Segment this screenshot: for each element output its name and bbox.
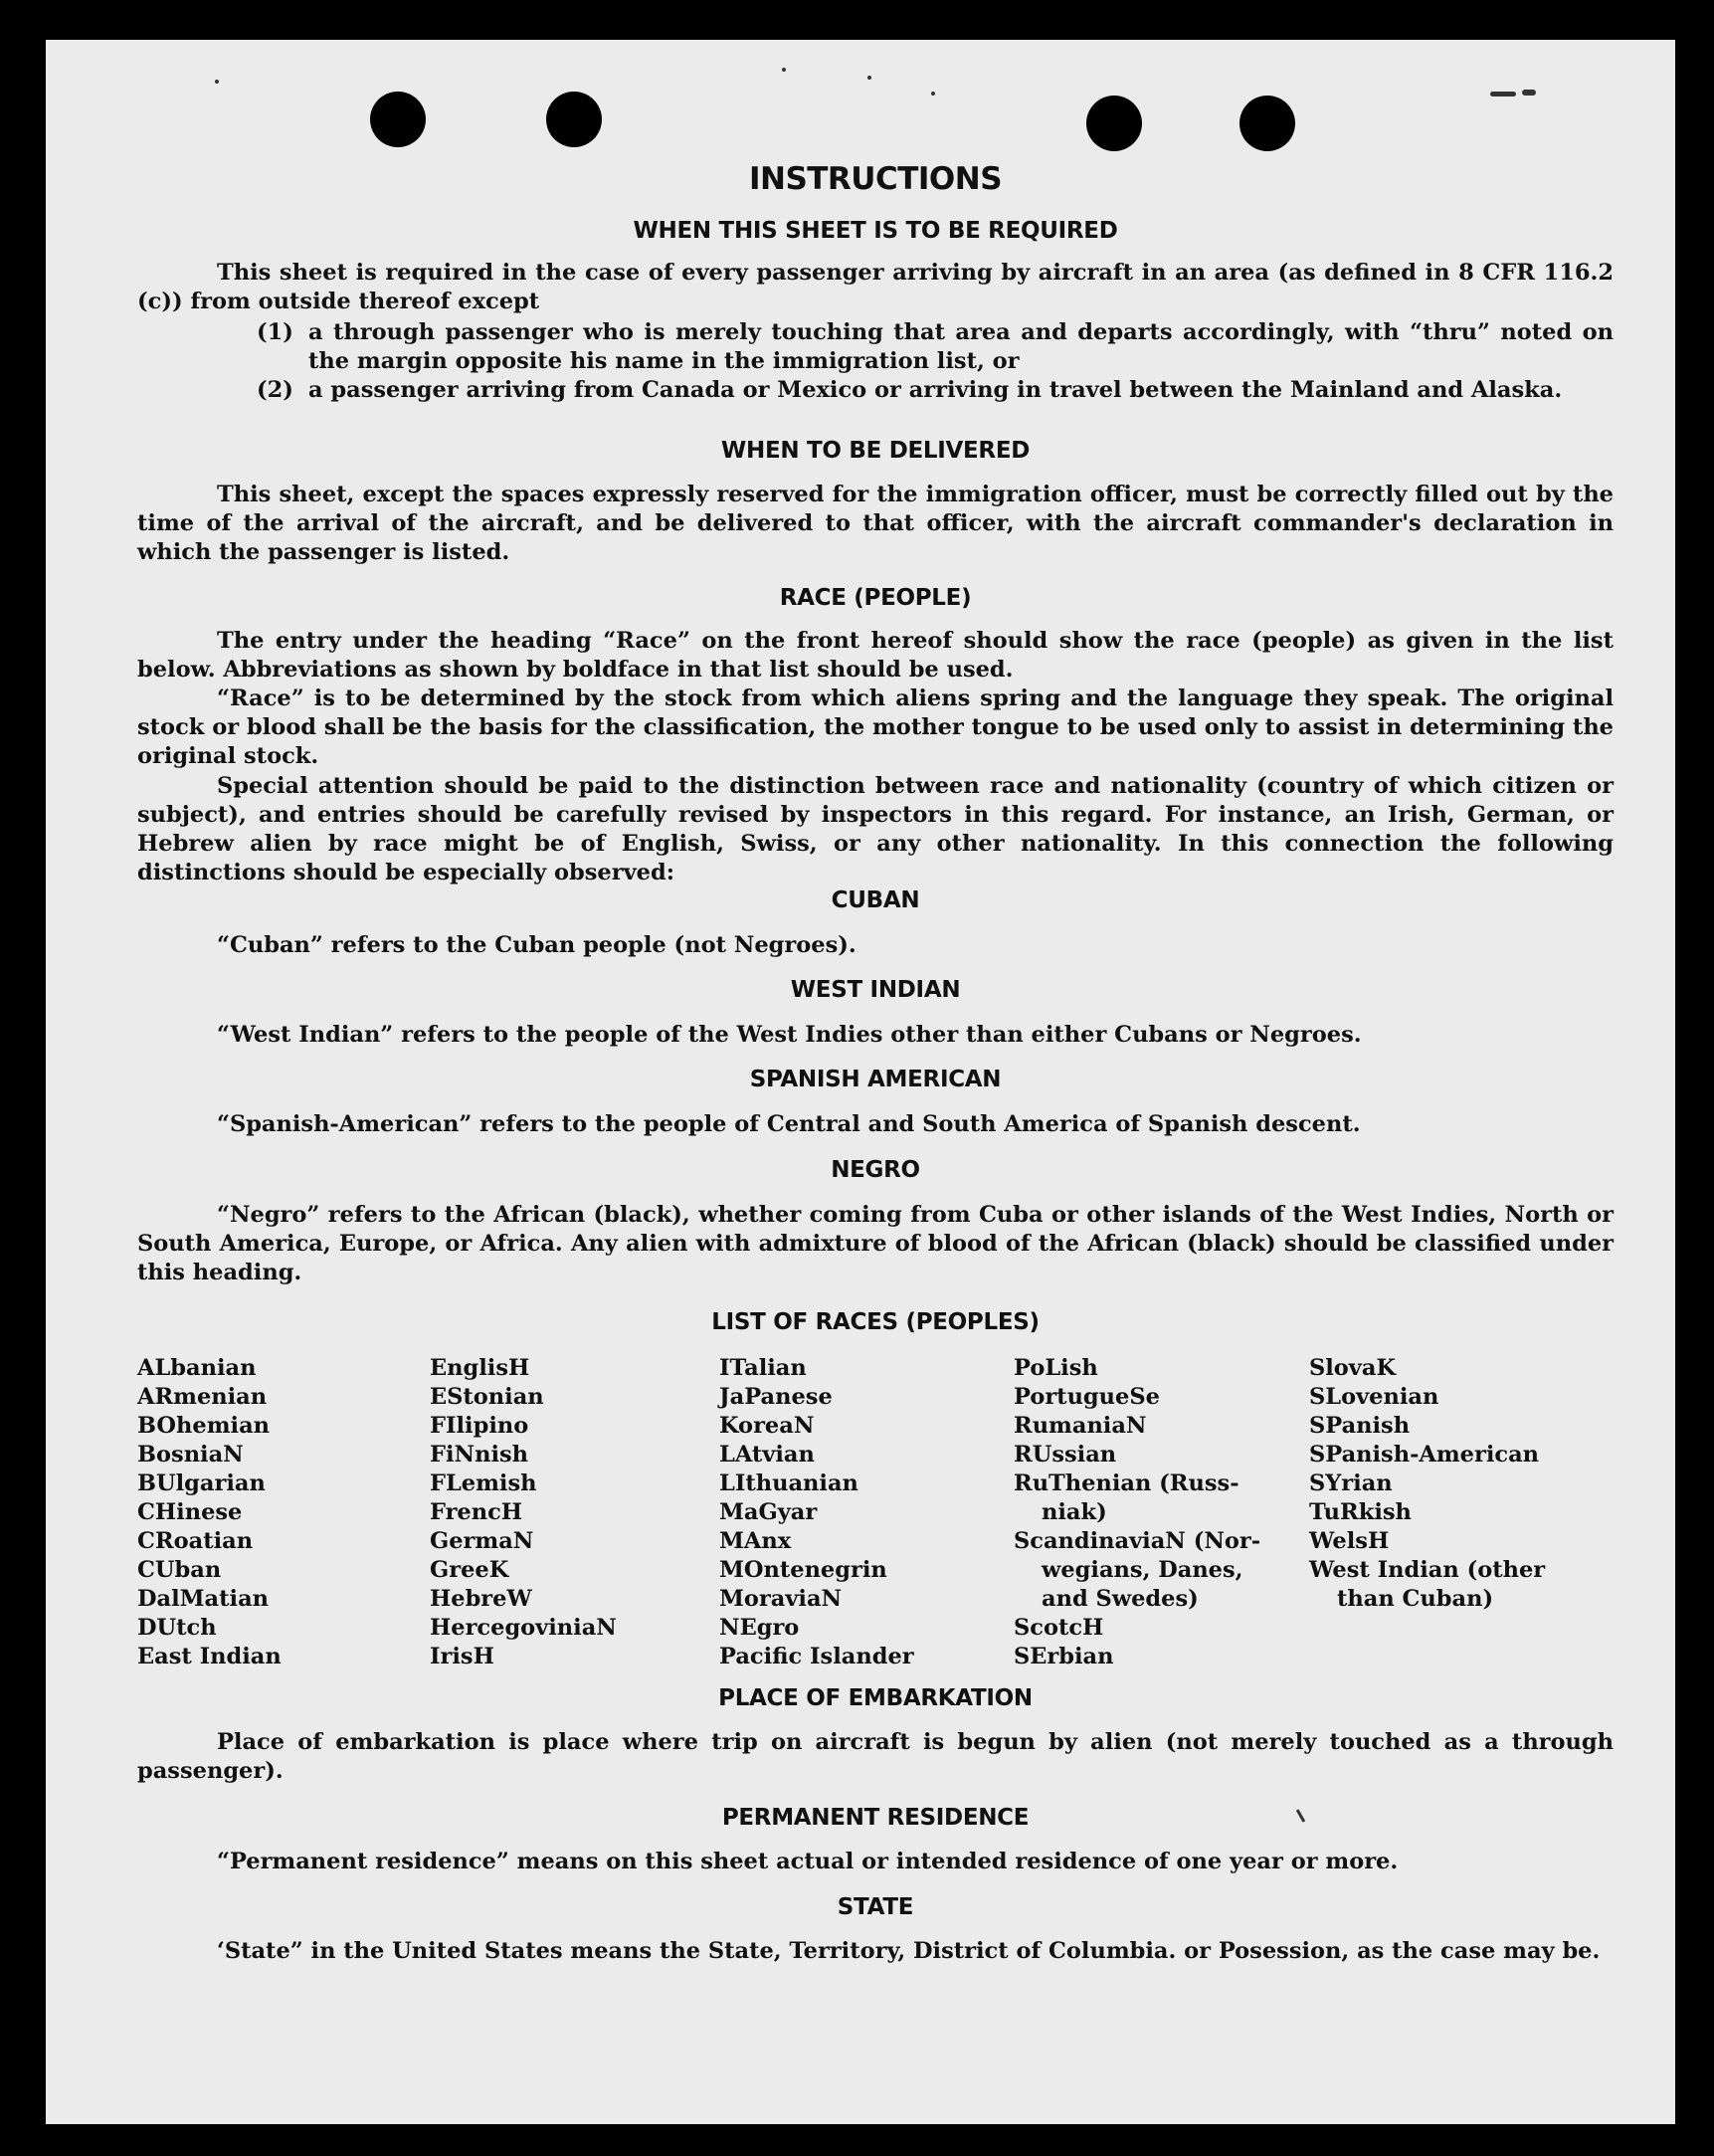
embarkation-text: Place of embarkation is place where trip on aircraft is begun by alien (not merely touched as a through passenger). [137, 1729, 1614, 1784]
speck [1490, 92, 1516, 97]
list-of-races-heading: LIST OF RACES (PEOPLES) [711, 1309, 1040, 1335]
race-entry: SlovaK [1309, 1355, 1397, 1381]
speck [867, 76, 871, 80]
race-entry: Pacific Islander [719, 1644, 914, 1669]
section-heading-west-indian: WEST INDIAN [790, 977, 961, 1003]
race-entry: FLemish [430, 1470, 537, 1496]
section-heading-cuban: CUBAN [831, 887, 920, 913]
race-entry: JaPanese [719, 1384, 833, 1410]
race-entry: IrisH [430, 1644, 494, 1669]
race-paragraph-1: The entry under the heading “Race” on the front hereof should show the race (people) as given in the list below. Abbreviations as shown by boldface in that list should be used. [137, 628, 1614, 683]
speck [215, 80, 219, 84]
race-entry: EStonian [430, 1384, 544, 1410]
item-number: (1) [257, 319, 293, 345]
race-entry: NEgro [719, 1615, 800, 1641]
race-entry-continuation: wegians, Danes, [1042, 1557, 1243, 1583]
speck [782, 68, 786, 72]
race-entry-continuation: niak) [1042, 1499, 1107, 1525]
race-entry: GermaN [430, 1528, 534, 1554]
section-heading-race: RACE (PEOPLE) [779, 585, 972, 611]
state-text: ‘State” in the United States means the State, Territory, District of Columbia. or Posession, as the case may be. [217, 1938, 1601, 1964]
race-entry: FiNnish [430, 1442, 529, 1468]
race-entry-continuation: and Swedes) [1042, 1586, 1199, 1612]
page-title: INSTRUCTIONS [748, 161, 1003, 197]
cuban-text: “Cuban” refers to the Cuban people (not Negroes). [217, 932, 857, 958]
spanish-american-text: “Spanish-American” refers to the people of Central and South America of Spanish descent. [217, 1111, 1361, 1137]
item-text: a through passenger who is merely touching that area and departs accordingly, with “thru” noted on the margin opposite his name in the immigration list, or [308, 319, 1614, 374]
punch-hole [370, 92, 426, 147]
races-column-5 [1309, 1354, 1545, 1614]
document-page [46, 40, 1675, 2124]
race-entry: MoraviaN [719, 1586, 843, 1612]
race-entry: BosniaN [137, 1442, 244, 1468]
race-entry: ALbanian [137, 1355, 257, 1381]
section-heading-required: WHEN THIS SHEET IS TO BE REQUIRED [633, 218, 1118, 244]
item-text: a passenger arriving from Canada or Mexico or arriving in travel between the Mainland and Alaska. [308, 377, 1563, 403]
race-entry: BOhemian [137, 1413, 271, 1439]
section-heading-delivered: WHEN TO BE DELIVERED [720, 438, 1031, 464]
punch-hole [1086, 96, 1142, 151]
race-entry: DUtch [137, 1615, 217, 1641]
residence-text: “Permanent residence” means on this sheet actual or intended residence of one year or more. [217, 1849, 1399, 1874]
negro-text: “Negro” refers to the African (black), whether coming from Cuba or other islands of the West Indies, North or South America, Europe, or Africa. Any alien with admixture of blood of the African (black) should be classified under this heading. [137, 1202, 1614, 1285]
races-column-3 [719, 1354, 914, 1671]
race-entry: ARmenian [137, 1384, 268, 1410]
race-entry: FIlipino [430, 1413, 529, 1439]
west-indian-text: “West Indian” refers to the people of the West Indies other than either Cubans or Negroes. [217, 1022, 1362, 1048]
race-entry: SYrian [1309, 1470, 1393, 1496]
section-heading-spanish-american: SPANISH AMERICAN [749, 1067, 1002, 1092]
race-entry: PortugueSe [1014, 1384, 1160, 1410]
race-entry: ITalian [719, 1355, 807, 1381]
race-entry: RuThenian (Russ- [1014, 1470, 1239, 1496]
race-entry: KoreaN [719, 1413, 815, 1439]
race-entry: SLovenian [1309, 1384, 1439, 1410]
race-entry: HercegoviniaN [430, 1615, 617, 1641]
race-entry: RumaniaN [1014, 1413, 1147, 1439]
race-entry-continuation: than Cuban) [1337, 1586, 1494, 1612]
race-entry: PoLish [1014, 1355, 1098, 1381]
races-column-4 [1014, 1354, 1260, 1671]
punch-hole [1239, 96, 1295, 151]
speck [1522, 90, 1536, 96]
race-entry: SPanish-American [1309, 1442, 1540, 1468]
punch-hole [546, 92, 602, 147]
item-number: (2) [257, 377, 293, 403]
race-entry: ScandinaviaN (Nor- [1014, 1528, 1261, 1554]
section-heading-embarkation: PLACE OF EMBARKATION [718, 1685, 1033, 1711]
race-entry: East Indian [137, 1644, 282, 1669]
race-entry: CRoatian [137, 1528, 254, 1554]
race-entry: DalMatian [137, 1586, 270, 1612]
delivered-text: This sheet, except the spaces expressly reserved for the immigration officer, must be correctly filled out by the time of the arrival of the aircraft, and be delivered to that officer, with the aircraft commander's declaration in which the passenger is listed. [137, 482, 1614, 565]
race-entry: LAtvian [719, 1442, 815, 1468]
section-heading-negro: NEGRO [831, 1157, 920, 1183]
race-entry: TuRkish [1309, 1499, 1412, 1525]
race-entry: GreeK [430, 1557, 509, 1583]
race-entry: MOntenegrin [719, 1557, 887, 1583]
race-paragraph-3: Special attention should be paid to the distinction between race and nationality (country of which citizen or subject), and entries should be carefully revised by inspectors in this regard. For instance, an Irish, German, or Hebrew alien by race might be of English, Swiss, or any other nationality. In this connection the following distinctions should be especially observed: [137, 773, 1614, 885]
race-entry: CUban [137, 1557, 222, 1583]
section-heading-state: STATE [837, 1894, 914, 1920]
required-intro: This sheet is required in the case of every passenger arriving by aircraft in an area (as defined in 8 CFR 116.2 (c)) from outside thereof except [137, 260, 1614, 314]
race-entry: RUssian [1014, 1442, 1117, 1468]
race-entry: West Indian (other [1309, 1557, 1546, 1583]
race-entry: ScotcH [1014, 1615, 1104, 1641]
race-entry: SErbian [1014, 1644, 1114, 1669]
race-entry: WelsH [1309, 1528, 1390, 1554]
race-entry: MaGyar [719, 1499, 818, 1525]
race-paragraph-2: “Race” is to be determined by the stock from which aliens spring and the language they speak. The original stock or blood shall be the basis for the classification, the mother tongue to be used only to assist in determining the original stock. [137, 686, 1614, 769]
races-column-1 [137, 1354, 282, 1671]
race-entry: LIthuanian [719, 1470, 858, 1496]
speck [931, 92, 935, 96]
race-entry: CHinese [137, 1499, 243, 1525]
race-entry: MAnx [719, 1528, 792, 1554]
races-column-2 [430, 1354, 617, 1671]
race-entry: SPanish [1309, 1413, 1411, 1439]
section-heading-residence: PERMANENT RESIDENCE [721, 1805, 1030, 1831]
race-entry: EnglisH [430, 1355, 530, 1381]
race-entry: HebreW [430, 1586, 532, 1612]
race-entry: BUlgarian [137, 1470, 266, 1496]
race-entry: FrencH [430, 1499, 523, 1525]
